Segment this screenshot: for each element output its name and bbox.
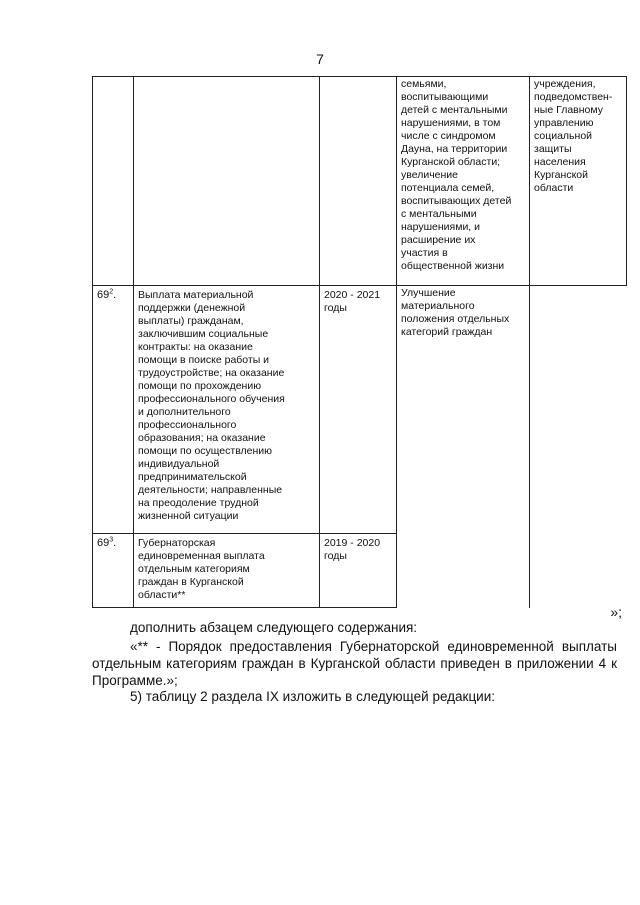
table-row — [93, 534, 627, 608]
responsible-cell — [530, 77, 627, 286]
row-number-cell: $69^2$. — [93, 286, 134, 534]
paragraph-footnote: «** - Порядок предоставления Губернаторской единовременной выплаты отдельным категориям граждан в Курганской области приведен в приложении 4 к Программе.»; — [92, 639, 617, 688]
responsible-cell — [530, 286, 627, 534]
closing-quote: »; — [610, 604, 622, 620]
expected-result-cell — [397, 534, 530, 608]
table-row — [93, 286, 627, 534]
page-number: 7 — [316, 51, 324, 67]
responsible-text: учреждения, подведомствен- ные Главному управлению социальной защиты населения Курганской области — [534, 78, 613, 194]
responsible-cell — [530, 534, 627, 608]
row-number-superscript: 3 — [109, 536, 114, 544]
measure-name-text: Губернаторская единовременная выплата отдельным категориям граждан в Курганской области** — [138, 537, 265, 601]
period-text: 2020 - 2021 годы — [324, 289, 381, 314]
period-cell — [320, 286, 397, 534]
row-number-cell: $69^3$. — [93, 534, 134, 608]
expected-result-cell — [397, 286, 530, 534]
measure-name-text: Выплата материальной поддержки (денежной выплаты) гражданам, заключившим социальные контракты: на оказание помощи в поиске работы и трудоустройстве; на оказание помощи по прохождению профессионального обучения и дополнительного профессионального образования; на оказание помощи по осуществлению индивидуальной предпринимательской деятельности; направленные на преодоление трудной жизненной ситуации — [138, 289, 285, 522]
program-table — [92, 76, 627, 608]
table-row — [93, 77, 627, 286]
paragraph-intro: дополнить абзацем следующего содержания: — [130, 620, 418, 635]
expected-result-text: Улучшение материального положения отдельных категорий граждан — [401, 287, 510, 338]
row-number: 69 — [97, 289, 110, 301]
measure-name-cell — [134, 77, 320, 286]
paragraph-item-5: 5) таблицу 2 раздела IX изложить в следующей редакции: — [130, 689, 496, 704]
measure-name-cell — [134, 534, 320, 608]
row-number-cell — [93, 77, 134, 286]
row-number: 69 — [97, 537, 110, 549]
expected-result-text: семьями, воспитывающими детей с ментальными нарушениями, в том числе с синдромом Дауна, на территории Курганской области; увеличение потенциала семей, воспитывающих детей с ментальными нарушениями, и расширение их участия в общественной жизни — [401, 78, 512, 272]
measure-name-cell — [134, 286, 320, 534]
row-number-superscript: 2 — [109, 288, 114, 296]
expected-result-cell — [397, 77, 530, 286]
period-cell — [320, 77, 397, 286]
period-cell — [320, 534, 397, 608]
period-text: 2019 - 2020 годы — [324, 537, 381, 562]
